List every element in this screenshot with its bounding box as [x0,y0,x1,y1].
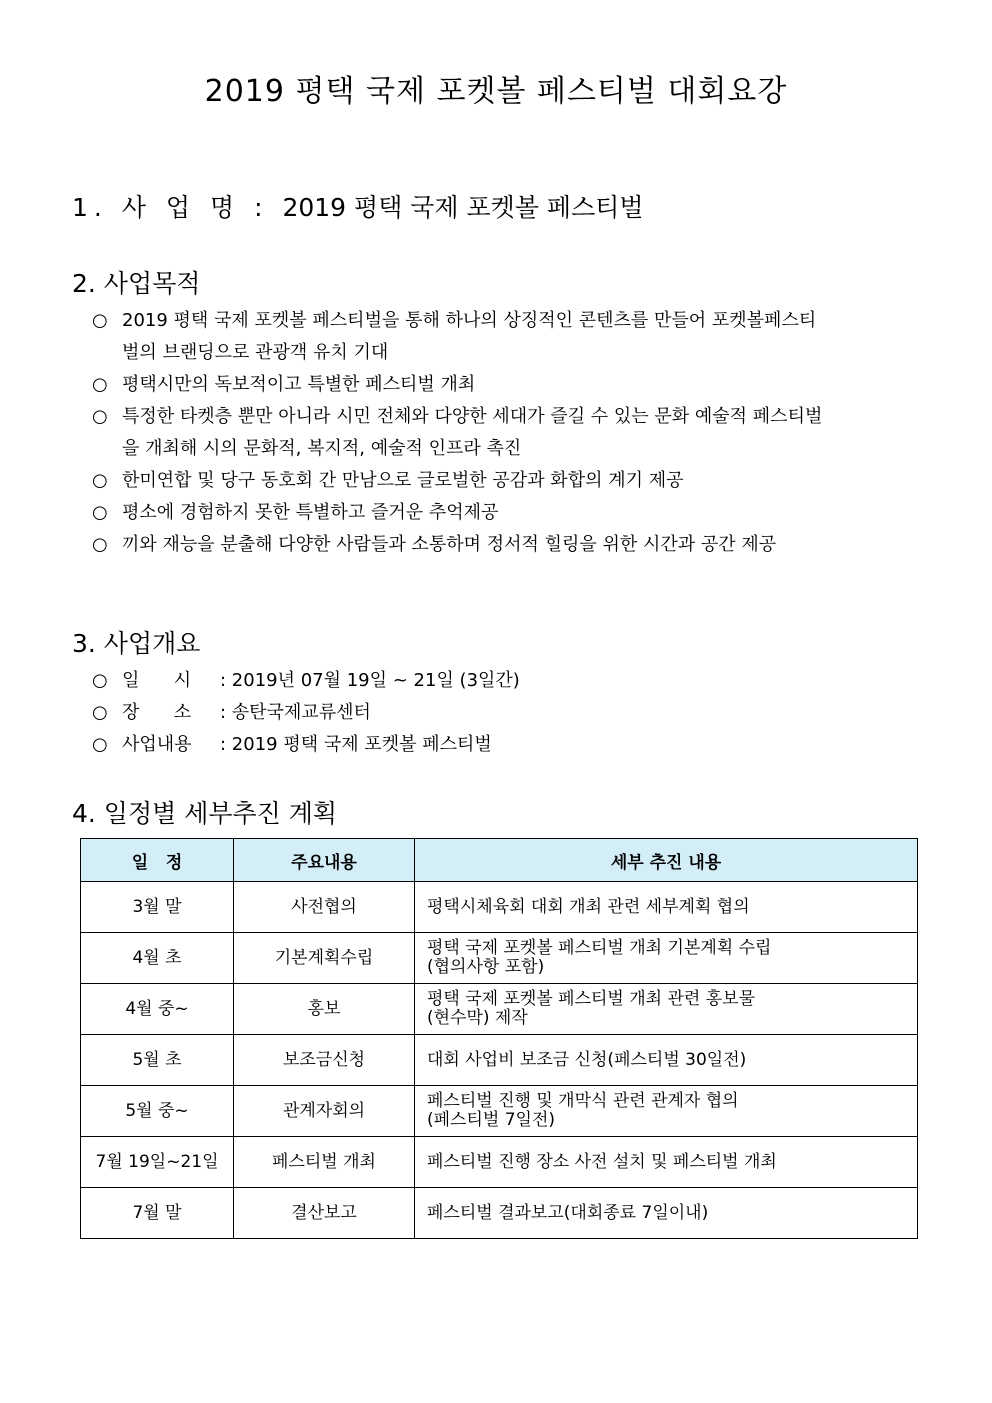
list-item [92,465,832,497]
list-item [92,305,832,369]
circle-bullet-icon: ○ [92,734,108,755]
detail-line: 페스티벌 진행 및 개막식 관련 관계자 협의 [427,1091,739,1111]
circle-bullet-icon: ○ [92,534,108,555]
detail-line: 페스티벌 진행 장소 사전 설치 및 페스티벌 개최 [427,1151,777,1172]
list-item [92,697,832,729]
overview-value: : 송탄국제교류센터 [220,702,371,723]
list-item [92,369,832,401]
list-item [92,497,832,529]
detail-line: 평택 국제 포켓볼 페스티벌 개최 관련 홍보물 [427,989,756,1009]
section-purpose-heading: 2. 사업목적 [72,269,201,298]
detail-line: (협의사항 포함) [427,957,545,977]
business-name-value: 2019 평택 국제 포켓볼 페스티벌 [282,193,644,222]
circle-bullet-icon: ○ [92,502,108,523]
cell-main: 홍보 [234,984,415,1035]
section-overview-heading: 3. 사업개요 [72,629,201,658]
cell-date: 5월 중~ [81,1086,234,1137]
section-business-name [72,188,644,224]
section-schedule-heading: 4. 일정별 세부추진 계획 [72,799,338,828]
detail-line: 페스티벌 결과보고(대회종료 7일이내) [427,1202,709,1223]
cell-date: 4월 중~ [81,984,234,1035]
circle-bullet-icon: ○ [92,670,108,691]
purpose-list [92,305,832,561]
overview-label: 일 시 [122,670,192,691]
cell-detail [415,984,918,1035]
detail-line: (페스티벌 7일전) [427,1110,556,1130]
table-row [81,984,918,1035]
circle-bullet-icon: ○ [92,406,108,427]
overview-value: : 2019 평택 국제 포켓볼 페스티벌 [220,734,492,755]
cell-main: 사전협의 [234,882,415,933]
cell-detail [415,1137,918,1188]
purpose-text: 2019 평택 국제 포켓볼 페스티벌을 통해 하나의 상징적인 콘텐츠를 만들어 포켓볼페스티벌의 브랜딩으로 관광객 유치 기대 [122,310,817,363]
detail-line: 대회 사업비 보조금 신청(페스티벌 30일전) [427,1049,747,1070]
overview-value: : 2019년 07월 19일 ~ 21일 (3일간) [220,670,520,691]
business-name-label: 1. 사 업 명 : [72,193,283,222]
overview-label: 장 소 [122,702,192,723]
cell-main: 결산보고 [234,1188,415,1239]
cell-date: 4월 초 [81,933,234,984]
cell-main: 기본계획수립 [234,933,415,984]
cell-main: 관계자회의 [234,1086,415,1137]
table-row [81,1137,918,1188]
overview-list [92,665,832,761]
column-header-date: 일 정 [81,839,234,882]
column-header-main: 주요내용 [234,839,415,882]
purpose-text: 평택시만의 독보적이고 특별한 페스티벌 개최 [122,374,476,395]
list-item [92,529,832,561]
table-row [81,882,918,933]
circle-bullet-icon: ○ [92,470,108,491]
cell-date: 7월 19일~21일 [81,1137,234,1188]
cell-detail [415,933,918,984]
table-row [81,1035,918,1086]
cell-detail [415,1086,918,1137]
purpose-text: 평소에 경험하지 못한 특별하고 즐거운 추억제공 [122,502,499,523]
circle-bullet-icon: ○ [92,374,108,395]
table-row [81,933,918,984]
purpose-text: 한미연합 및 당구 동호회 간 만남으로 글로벌한 공감과 화합의 계기 제공 [122,470,684,491]
cell-main: 보조금신청 [234,1035,415,1086]
table-row [81,1086,918,1137]
overview-label: 사업내용 [122,734,192,755]
purpose-text: 끼와 재능을 분출해 다양한 사람들과 소통하며 정서적 힐링을 위한 시간과 공간 제공 [122,534,777,555]
cell-detail [415,1188,918,1239]
schedule-table [80,838,918,1239]
detail-line: 평택시체육회 대회 개최 관련 세부계획 협의 [427,896,750,917]
cell-date: 3월 말 [81,882,234,933]
page-title: 2019 평택 국제 포켓볼 페스티벌 대회요강 [204,74,788,109]
list-item [92,665,832,697]
purpose-text: 특정한 타켓층 뿐만 아니라 시민 전체와 다양한 세대가 즐길 수 있는 문화 예술적 페스티벌을 개최해 시의 문화적, 복지적, 예술적 인프라 촉진 [122,406,823,459]
detail-line: (현수막) 제작 [427,1008,528,1028]
cell-detail [415,1035,918,1086]
table-header-row [81,839,918,882]
list-item [92,401,832,465]
list-item [92,729,832,761]
table-row [81,1188,918,1239]
cell-detail [415,882,918,933]
cell-date: 7월 말 [81,1188,234,1239]
cell-main: 페스티벌 개최 [234,1137,415,1188]
cell-date: 5월 초 [81,1035,234,1086]
circle-bullet-icon: ○ [92,310,108,331]
detail-line: 평택 국제 포켓볼 페스티벌 개최 기본계획 수립 [427,938,772,958]
column-header-detail: 세부 추진 내용 [415,839,918,882]
circle-bullet-icon: ○ [92,702,108,723]
